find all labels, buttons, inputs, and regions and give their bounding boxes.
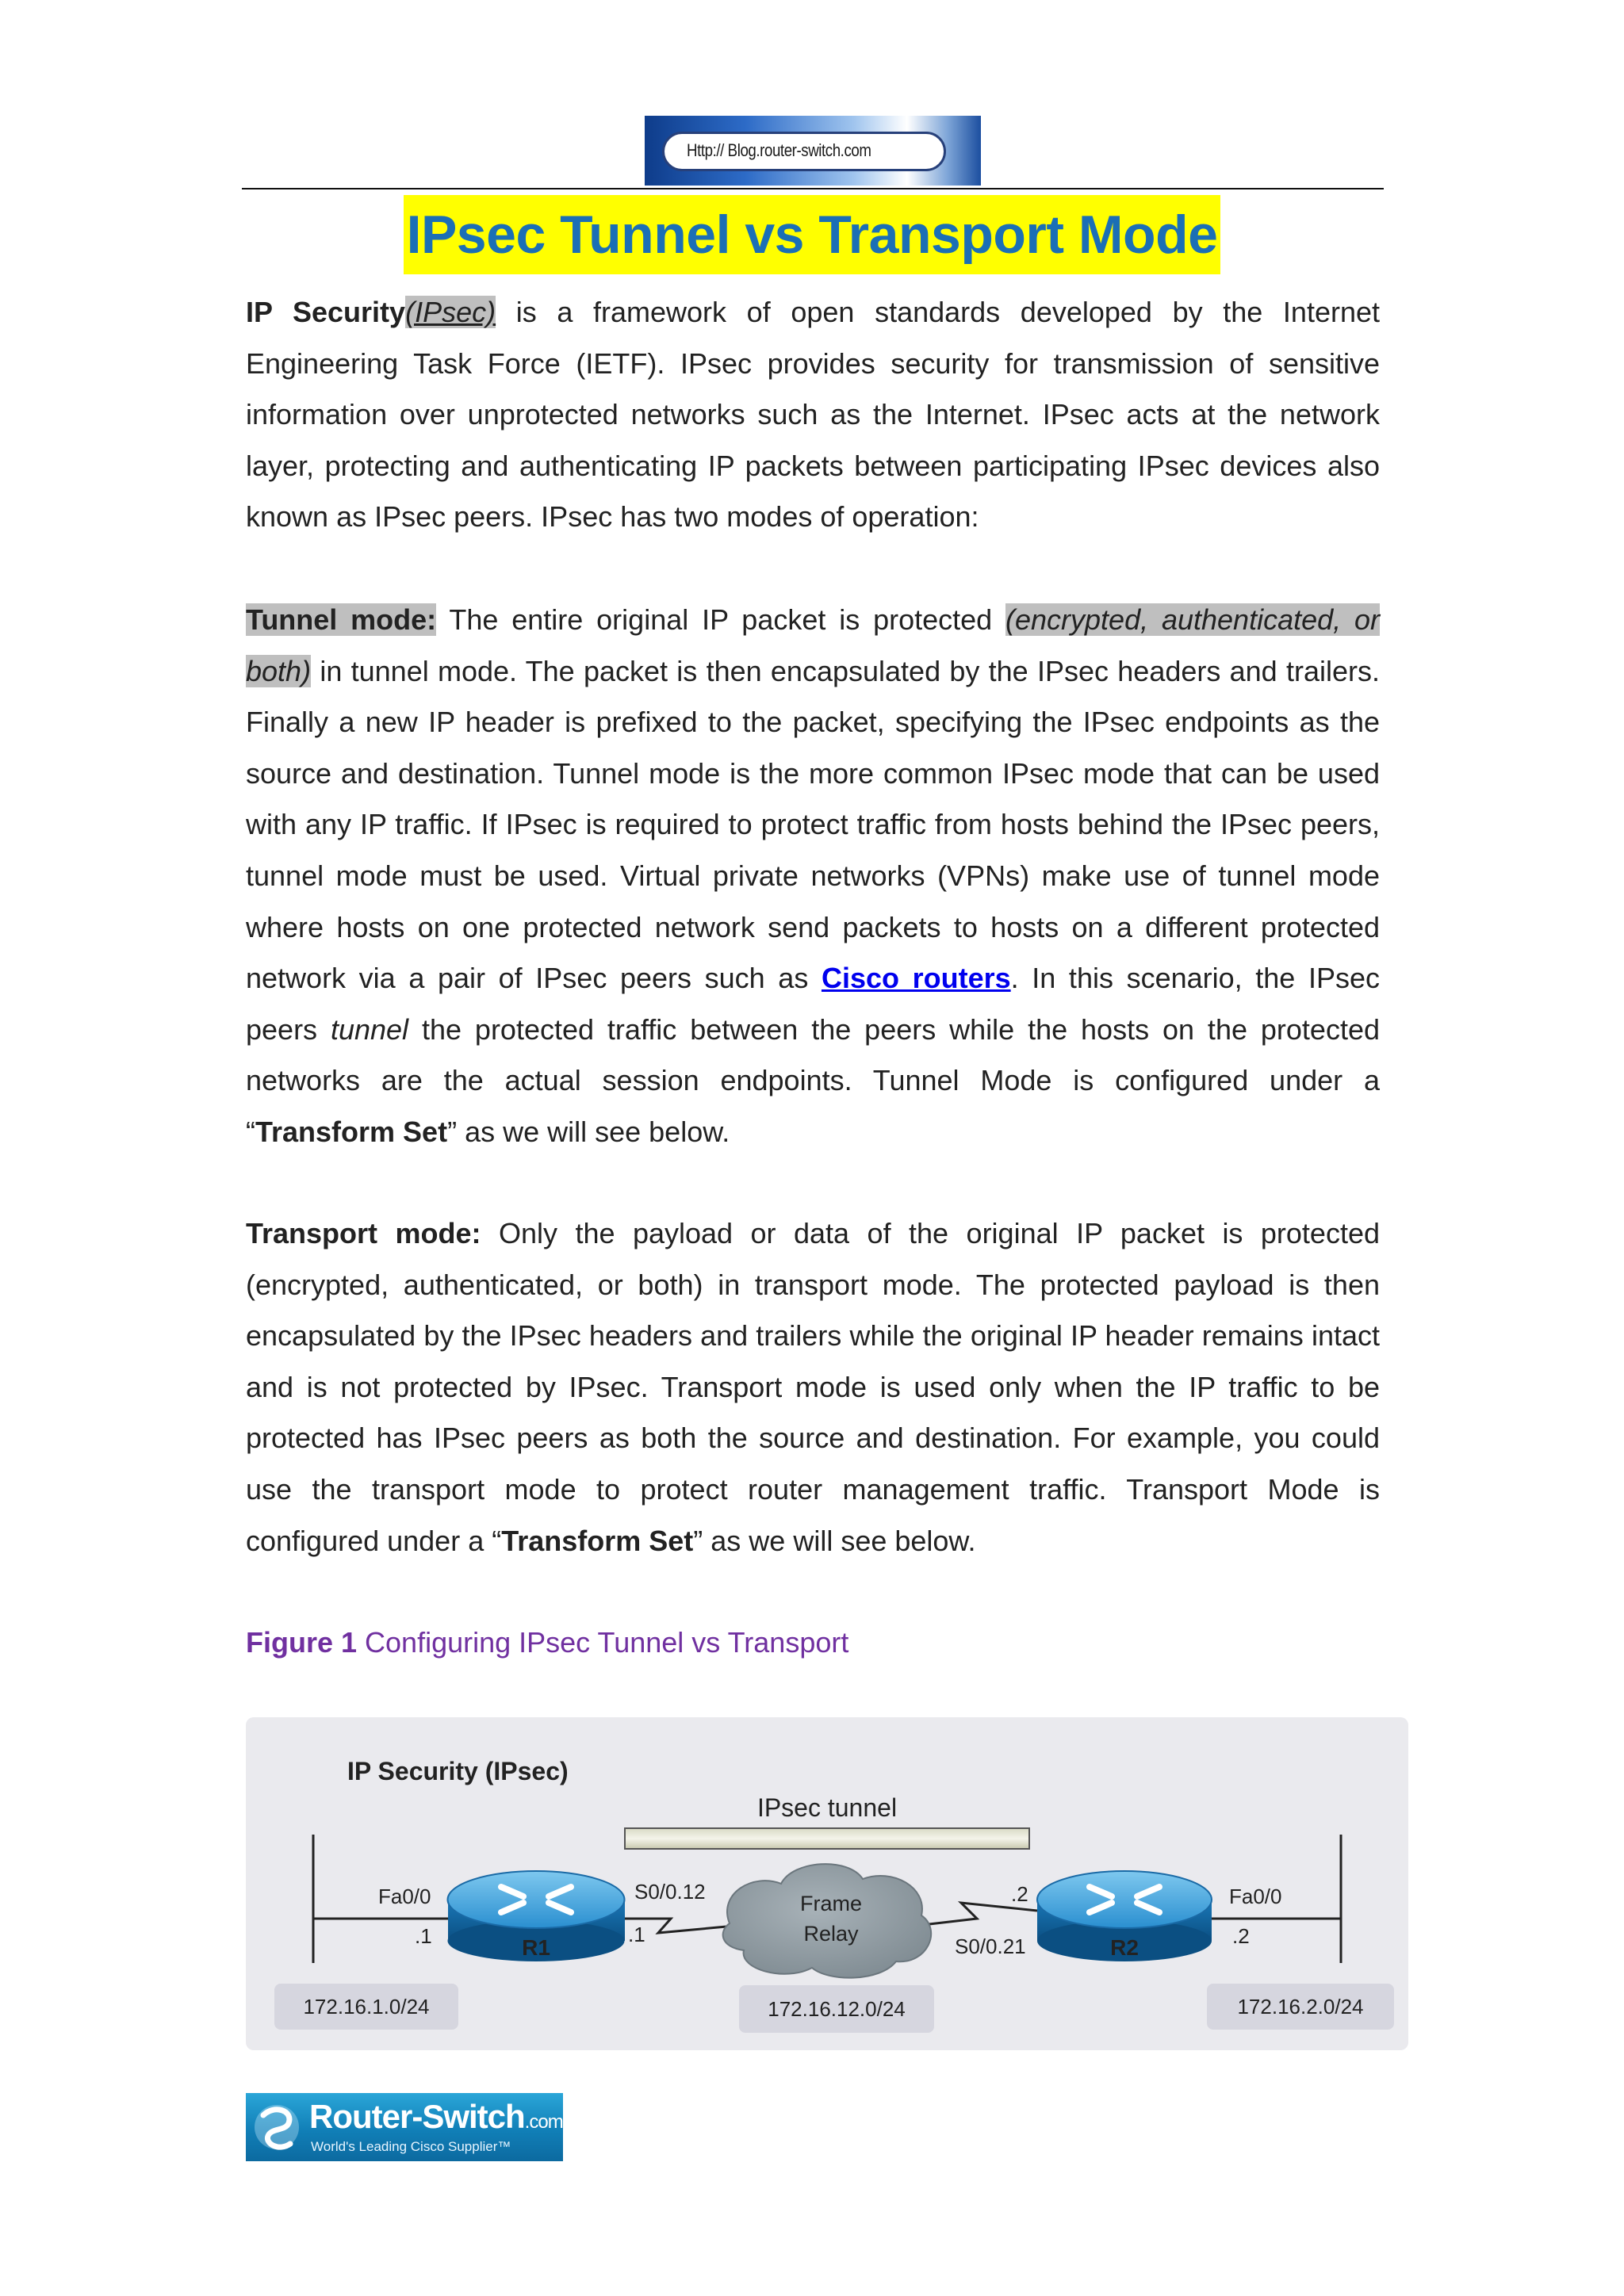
footer-brand [309, 2098, 563, 2136]
r2-lan-interface: Fa0/0 [1229, 1885, 1282, 1908]
term-ip-security: IP Security [246, 296, 406, 328]
figure-caption [246, 1617, 848, 1668]
network-diagram [246, 1717, 1408, 2050]
r2-lan-ip: .2 [1232, 1924, 1250, 1948]
transport-text-2: ” as we will see below. [693, 1524, 976, 1557]
diagram-title: IP Security (IPsec) [347, 1757, 569, 1785]
ipsec-tunnel-bar [625, 1828, 1029, 1849]
right-network-label: 172.16.2.0/24 [1237, 1995, 1364, 2019]
cisco-routers-link[interactable]: Cisco routers [821, 962, 1011, 995]
abbr-ipsec: (IPsec) [405, 296, 496, 328]
transform-set-bold-2: Transform Set [501, 1524, 694, 1557]
cloud-line-2: Relay [803, 1922, 859, 1946]
tunnel-text-3: . In this scenario, the IPsec peers [246, 962, 1380, 1046]
transform-set-bold: Transform Set [255, 1115, 448, 1148]
page-title: IPsec Tunnel vs Transport Mode [404, 195, 1221, 274]
tunnel-text-5: ” as we will see below. [447, 1115, 730, 1148]
paragraph-tunnel-mode [246, 595, 1380, 1158]
r2-wan-ip: .2 [1011, 1882, 1028, 1906]
paragraph-transport-mode [246, 1208, 1380, 1567]
tunnel-text-1: The entire original IP packet is protected [436, 603, 1006, 636]
r1-label: R1 [522, 1935, 550, 1960]
router-switch-logo-icon [252, 2099, 301, 2155]
middle-network-label: 172.16.12.0/24 [768, 1997, 906, 2021]
r2-serial-link [922, 1903, 1037, 1925]
footer-brand-name: Router-Switch [309, 2098, 525, 2135]
r1-wan-ip: .1 [628, 1923, 645, 1946]
banner-text: Http:// Blog.router-switch.com [687, 140, 871, 160]
r2-label: R2 [1110, 1935, 1139, 1960]
left-network-label: 172.16.1.0/24 [303, 1995, 430, 2019]
transport-mode-label: Transport mode: [246, 1217, 481, 1249]
r1-lan-interface: Fa0/0 [378, 1885, 431, 1908]
frame-relay-cloud [723, 1864, 932, 1978]
transport-text-1: Only the payload or data of the original IP packet is protected (encrypted, authenticated, or both) in transport mode. The protected payload is then encapsulated by the IPsec headers and trailers while the original IP header remains intact and is not protected by IPsec. Transport mode is used only when the IP traffic to be protected has IPsec peers as both the source and destination. For example, you could use the transport mode to protect router management traffic. Transport Mode is configured under a “ [246, 1217, 1381, 1557]
title-wrap [0, 195, 1624, 274]
tunnel-label: IPsec tunnel [756, 1793, 898, 1822]
footer-logo [246, 2093, 563, 2161]
r1-wan-interface: S0/0.12 [634, 1880, 706, 1904]
tunnel-text-2: in tunnel mode. The packet is then encapsulated by the IPsec headers and trailers. Finally a new IP header is prefixed to the packet, specifying the IPsec endpoints as the source and destination. Tunnel mode is the more common IPsec mode that can be used with any IP traffic. If IPsec is required to protect traffic from hosts behind the IPsec peers, tunnel mode must be used. Virtual private networks (VPNs) make use of tunnel mode where hosts on one protected network send packets to hosts on a different protected network via a pair of IPsec peers such as [246, 654, 1380, 995]
figure-caption-text: Configuring IPsec Tunnel vs Transport [357, 1626, 849, 1659]
header-banner [645, 116, 981, 186]
r1-lan-ip: .1 [415, 1924, 432, 1948]
footer-tagline: World's Leading Cisco Supplier™ [311, 2139, 511, 2154]
tunnel-italic-word: tunnel [330, 1012, 409, 1046]
tunnel-italic-note: (encrypted, authenticated, or both) [246, 603, 1380, 687]
tunnel-text-4: the protected traffic between the peers while the hosts on the protected networks are the actual session endpoints. Tunnel Mode is configured under a “ [246, 1012, 1380, 1148]
intro-text: is a framework of open standards developed by the Internet Engineering Task Force (IETF). IPsec provides security for transmission of sensitive information over unprotected networks such as the Internet. IPsec acts at the network layer, protecting and authenticating IP packets between participating IPsec devices also known as IPsec peers. IPsec has two modes of operation: [246, 296, 1380, 534]
r2-wan-interface: S0/0.21 [955, 1934, 1026, 1958]
footer-brand-suffix: .com [524, 2111, 563, 2133]
cloud-line-1: Frame [799, 1892, 863, 1915]
diagram-svg [246, 1717, 1408, 2050]
tunnel-mode-label: Tunnel mode: [246, 603, 437, 636]
banner-url-pill [662, 132, 946, 171]
figure-label: Figure 1 [246, 1626, 358, 1659]
paragraph-intro [246, 287, 1380, 543]
header-divider [242, 188, 1384, 189]
